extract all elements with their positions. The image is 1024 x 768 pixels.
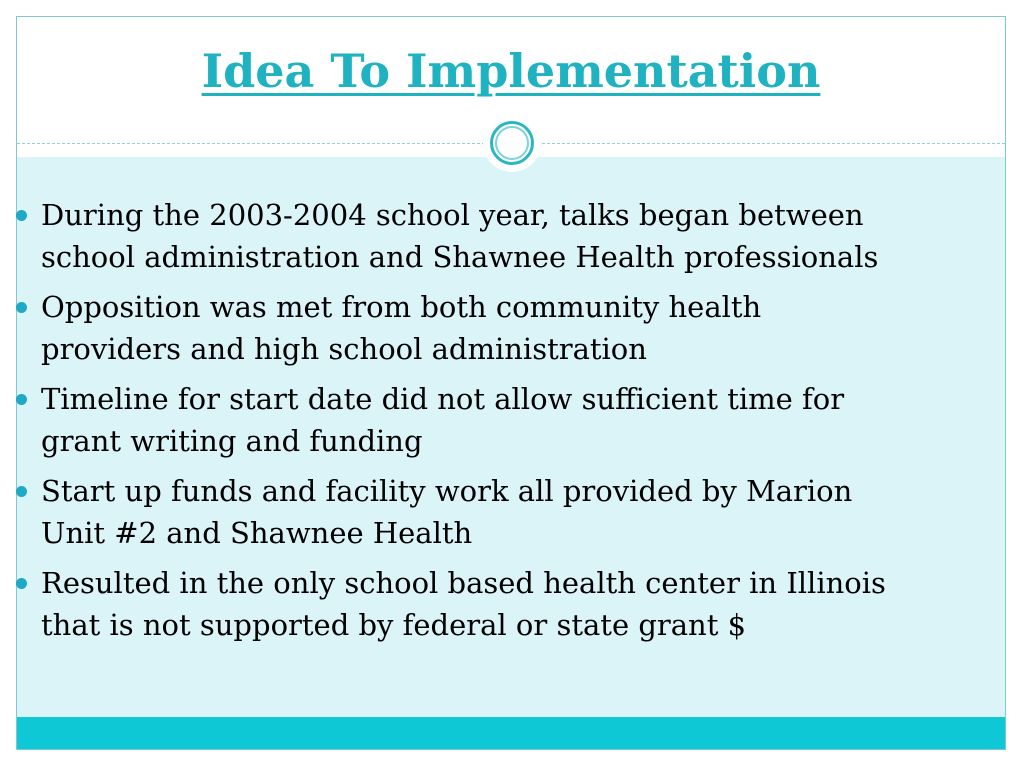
circle-ornament-icon [483, 114, 541, 172]
bullet-line: Timeline for start date did not allow sufficient time for [41, 382, 845, 416]
bullet-dot-icon [16, 578, 27, 589]
bullet-dot-icon [16, 394, 27, 405]
bullet-item [0, 194, 1000, 278]
bullet-line: Opposition was met from both community health [41, 290, 762, 324]
bullet-dot-icon [16, 210, 27, 221]
bullet-line: Resulted in the only school based health center in Illinois [41, 566, 886, 600]
bullet-item [0, 562, 1000, 646]
ornament-inner-ring [495, 126, 529, 160]
footer-band [17, 717, 1005, 750]
slide-title: Idea To Implementation [201, 44, 821, 98]
bullet-line: Unit #2 and Shawnee Health [41, 516, 473, 550]
bullet-list [0, 194, 1000, 654]
bullet-line: grant writing and funding [41, 424, 423, 458]
bullet-dot-icon [16, 302, 27, 313]
bullet-line: providers and high school administration [41, 332, 647, 366]
bullet-line: Start up funds and facility work all provided by Marion [41, 474, 853, 508]
bullet-line: school administration and Shawnee Health professionals [41, 240, 879, 274]
bullet-line: During the 2003-2004 school year, talks began between [41, 198, 864, 232]
bullet-dot-icon [16, 486, 27, 497]
bullet-line: that is not supported by federal or state grant $ [41, 608, 747, 642]
bullet-item [0, 286, 1000, 370]
bullet-item [0, 378, 1000, 462]
bullet-item [0, 470, 1000, 554]
